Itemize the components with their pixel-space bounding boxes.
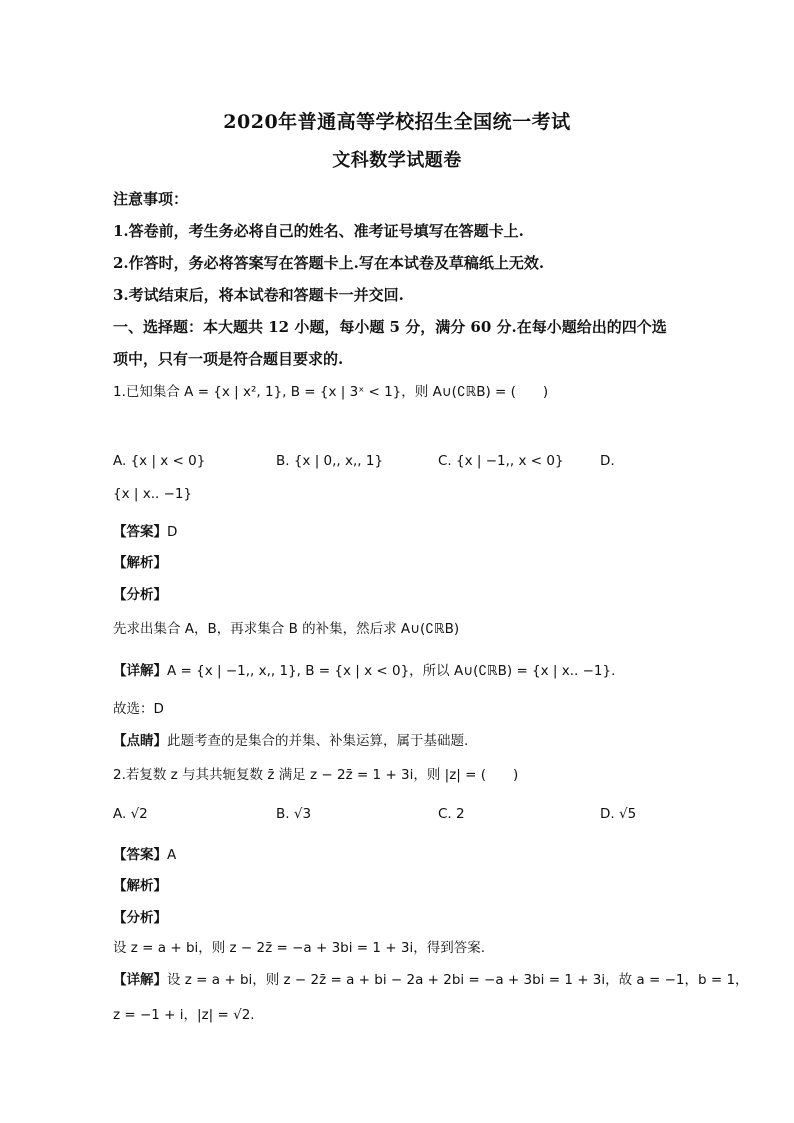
answer-value: A xyxy=(167,847,177,863)
answer-tag: 【答案】 xyxy=(113,524,167,540)
question-2-option-d: D. √5 xyxy=(600,806,637,822)
question-1-answer xyxy=(113,520,693,540)
notice-heading: 注意事项： xyxy=(113,190,189,208)
question-1-stem: 1.已知集合 A = {x | x², 1}, B = {x | 3ˣ < 1}，则 A∪(∁ℝB) = ( ) xyxy=(113,384,549,400)
question-1-detail xyxy=(113,659,693,679)
question-2-detail xyxy=(113,968,749,988)
detail-text: 设 z = a + bi，则 z − 2z̄ = a + bi − 2a + 2bi = −a + 3bi = 1 + 3i，故 a = −1，b = 1， xyxy=(167,972,749,988)
section-heading-line2: 项中，只有一项是符合题目要求的. xyxy=(113,350,344,368)
notice-item-3: 3.考试结束后，将本试卷和答题卡一并交回. xyxy=(113,286,404,304)
detail-tag: 【详解】 xyxy=(113,972,167,988)
question-2-option-c: C. 2 xyxy=(438,806,465,822)
question-1-analysis-tag: 【解析】 xyxy=(113,555,167,571)
answer-tag: 【答案】 xyxy=(113,847,167,863)
question-2-analysis-tag: 【解析】 xyxy=(113,878,167,894)
detail-text: A = {x | −1,, x,, 1}, B = {x | x < 0}，所以 A∪(∁ℝB) = {x | x.. −1}. xyxy=(167,663,616,679)
exam-subtitle: 文科数学试题卷 xyxy=(332,150,462,171)
question-1-option-d-value: {x | x.. −1} xyxy=(113,486,193,502)
question-1-option-a: A. {x | x < 0} xyxy=(113,453,206,469)
comment-tag: 【点睛】 xyxy=(113,733,167,749)
question-2-option-b: B. √3 xyxy=(276,806,312,822)
question-1-fenxi: 先求出集合 A，B，再求集合 B 的补集，然后求 A∪(∁ℝB) xyxy=(113,621,460,637)
question-1-fenxi-tag: 【分析】 xyxy=(113,587,167,603)
question-2-fenxi-tag: 【分析】 xyxy=(113,910,167,926)
question-2-stem: 2.若复数 z 与其共轭复数 z̄ 满足 z − 2z̄ = 1 + 3i，则 |z| = ( ) xyxy=(113,767,519,783)
question-1-comment xyxy=(113,729,693,749)
question-2-detail-line2: z = −1 + i，|z| = √2. xyxy=(113,1007,255,1023)
question-1-conclusion: 故选：D xyxy=(113,701,164,717)
section-heading-line1: 一、选择题：本大题共 12 小题，每小题 5 分，满分 60 分.在每小题给出的四个选 xyxy=(113,318,667,336)
notice-item-2: 2.作答时，务必将答案写在答题卡上.写在本试卷及草稿纸上无效. xyxy=(113,254,545,272)
answer-value: D xyxy=(167,524,178,540)
question-2-fenxi: 设 z = a + bi，则 z − 2z̄ = −a + 3bi = 1 + 3i，得到答案. xyxy=(113,940,485,956)
question-1-option-d: D. xyxy=(600,453,615,469)
comment-text: 此题考查的是集合的并集、补集运算，属于基础题. xyxy=(167,733,469,749)
question-1-option-c: C. {x | −1,, x < 0} xyxy=(438,453,564,469)
notice-item-1: 1.答卷前，考生务必将自己的姓名、准考证号填写在答题卡上. xyxy=(113,222,524,240)
detail-tag: 【详解】 xyxy=(113,663,167,679)
question-2-answer xyxy=(113,843,693,863)
question-2-option-a: A. √2 xyxy=(113,806,148,822)
exam-title: 2020年普通高等学校招生全国统一考试 xyxy=(223,111,571,133)
question-1-option-b: B. {x | 0,, x,, 1} xyxy=(276,453,384,469)
